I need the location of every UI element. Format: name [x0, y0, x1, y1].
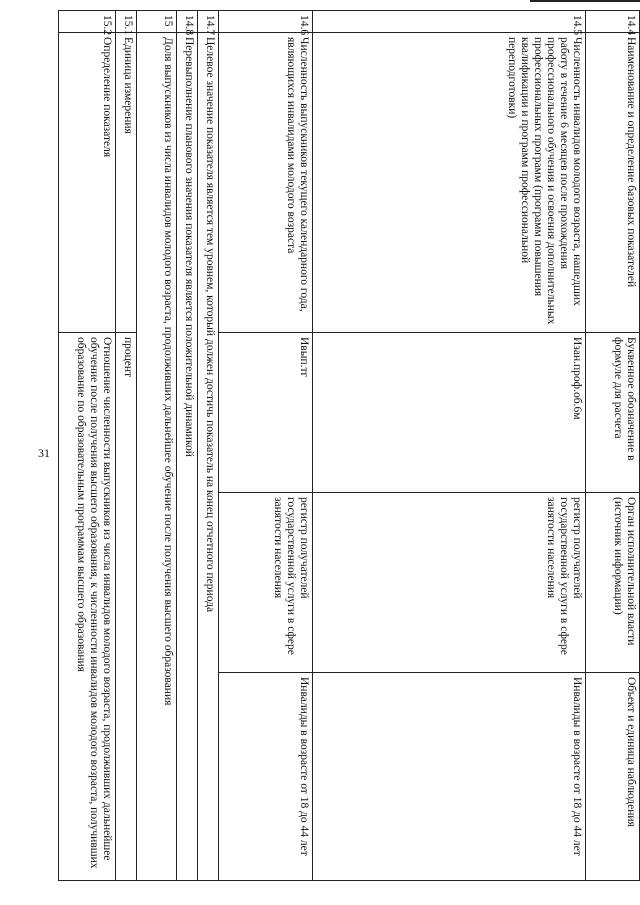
- rotated-table-container: [58, 10, 640, 880]
- row-number: 15: [136, 11, 176, 33]
- observation-object-cell: Инвалиды в возрасте от 18 до 44 лет: [313, 673, 586, 881]
- row-number: 14.4: [585, 11, 639, 33]
- header-name-definition: Наименование и определение базовых показателей: [585, 33, 639, 333]
- table-row: [115, 11, 136, 881]
- table-row: [59, 11, 116, 881]
- indicator-name-cell: Численность инвалидов молодого возраста, нашедших работу в течение 6 месяцев после прохождения профессионального обучения и освоения дополнительных профессиональных программ (программ повышения квалификации и программ профессиональной переподготовки): [313, 33, 586, 333]
- table-row: [136, 11, 176, 881]
- row-number: 14.8: [176, 11, 197, 33]
- row-number: 15.2: [59, 11, 116, 33]
- table-row-header: [585, 11, 639, 881]
- formula-symbol-cell: Ивып.тг: [218, 333, 312, 493]
- header-observation-object: Объект и единица наблюдения: [585, 673, 639, 881]
- detail-value-cell: Отношение численности выпускников из числа инвалидов молодого возраста, продолживших дальнейшее обучение после получения высшего образования, к численности инвалидов молодого возраста, получивших образование по образовательным программам высшего образования: [59, 333, 116, 881]
- span-text-cell: Доля выпускников из числа инвалидов молодого возраста, продолживших дальнейшее обучение после получения высшего образования: [136, 33, 176, 881]
- formula-symbol-cell: Изан.проф.об.6м: [313, 333, 586, 493]
- detail-value-cell: процент: [115, 333, 136, 881]
- table-row: [313, 11, 586, 881]
- row-number: 14.7: [197, 11, 218, 33]
- span-text-cell: Целевое значение показателя является тем уровнем, который должен достичь показатель на конец отчетного периода: [197, 33, 218, 881]
- detail-label-cell: Единица измерения: [115, 33, 136, 333]
- table-row: [218, 11, 312, 881]
- span-text-cell: Перевыполнение планового значения показателя является положительной динамикой: [176, 33, 197, 881]
- row-number: 14.6: [218, 11, 312, 33]
- table-row: [176, 11, 197, 881]
- row-number: 15.1: [115, 11, 136, 33]
- table-row: [197, 11, 218, 881]
- indicator-name-cell: Численность выпускников текущего календарного года, являющихся инвалидами молодого возраста: [218, 33, 312, 333]
- page-number: 31: [38, 446, 50, 460]
- indicator-table: [58, 10, 640, 881]
- detail-label-cell: Определение показателя: [59, 33, 116, 333]
- observation-object-cell: Инвалиды в возрасте от 18 до 44 лет: [218, 673, 312, 881]
- header-letter-designation: Буквенное обозначение в формуле для расчета: [585, 333, 639, 493]
- row-number: 14.5: [313, 11, 586, 33]
- header-authority-source: Орган исполнительной власти (источник информации): [585, 493, 639, 673]
- page-edge-line: [530, 0, 640, 2]
- source-cell: регистр получателей государственной услуги в сфере занятости населения: [218, 493, 312, 673]
- source-cell: регистр получателей государственной услуги в сфере занятости населения: [313, 493, 586, 673]
